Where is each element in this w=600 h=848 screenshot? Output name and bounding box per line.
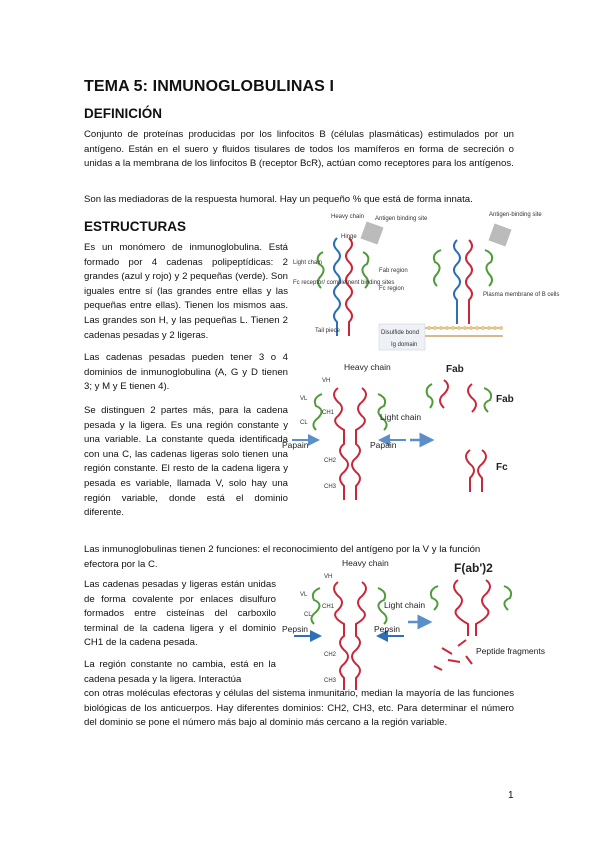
label-ch1-3: CH1: [322, 604, 335, 610]
label-vh: VH: [322, 378, 331, 384]
label-heavy-chain-2: Heavy chain: [344, 362, 391, 372]
label-cl-3: CL: [304, 612, 312, 618]
label-cl: CL: [300, 420, 308, 426]
label-papain-right: Papain: [370, 440, 397, 450]
label-tail-piece: Tail piece: [315, 328, 341, 334]
page-title: TEMA 5: INMUNOGLOBULINAS I: [84, 78, 334, 95]
paragraph-estructuras-3: Se distinguen 2 partes más, para la cadena pesada y la ligera. Es una región constante y una variable. La constante queda identificada con una C, las cadenas ligeras solo tienen una región constante. El resto de la cadena ligera y pesada es variable, llamada V, solo hay una región variable, donde está el dominio diferente.: [84, 405, 288, 519]
label-light-chain-3: Light chain: [384, 600, 426, 610]
paragraph-definicion-1: Conjunto de proteínas producidas por los linfocitos B (células plasmáticas) estimulados por un antígeno. Están en el suero y fluidos tisulares de todos los mamíferos en forma de secreción o unidas a la membrana de los linfocitos B (receptor BcR), actúan como receptores para los antígenos.: [84, 129, 514, 170]
label-heavy-chain: Heavy chain: [331, 214, 365, 220]
label-fab-top: Fab: [446, 364, 464, 375]
label-peptide-fragments: Peptide fragments: [476, 646, 545, 656]
label-vl: VL: [300, 396, 308, 402]
label-fc-region: Fc region: [379, 286, 405, 292]
label-papain-left: Papain: [282, 440, 309, 450]
label-fab2: F(ab')2: [454, 561, 493, 575]
label-disulfide-bond: Disulfide bond: [381, 330, 420, 336]
figure-pepsin-digestion: [282, 552, 545, 702]
label-vl-3: VL: [300, 592, 308, 598]
label-fc-receptor: Fc receptor/ complement binding sites: [293, 280, 395, 286]
label-light-chain-2: Light chain: [380, 412, 422, 422]
figure-papain-digestion: [282, 358, 518, 512]
label-light-chain: Light chain: [293, 260, 323, 266]
label-ch1: CH1: [322, 410, 335, 416]
page-number: 1: [508, 790, 514, 801]
paragraph-estructuras-1: Es un monómero de inmunoglobulina. Está formado por 4 cadenas polipeptídicas: 2 grandes (azul y rojo) y 2 pequeñas (verde). Son iguales entre sí (las grandes entre ellas y las pequeñas entre ellas). Tienen los mismos aas. Las grandes son H, y las pequeñas L. Tienen 2 cadenas pesadas y 2 ligeras.: [84, 242, 288, 341]
label-ch3: CH3: [324, 484, 337, 490]
label-heavy-chain-3: Heavy chain: [342, 558, 389, 568]
paragraph-estructuras-2: Las cadenas pesadas pueden tener 3 o 4 dominios de inmunoglobulina (A, G y D tienen 3; y M y E tienen 4).: [84, 352, 288, 393]
paragraph-estructuras-6a: La región constante no cambia, está en la cadena pesada y la ligera. Interactúa: [84, 659, 276, 685]
label-fab-region: Fab region: [379, 268, 408, 274]
label-pepsin-right: Pepsin: [374, 624, 400, 634]
label-ig-domain: Ig domain: [391, 342, 418, 348]
label-ch2: CH2: [324, 458, 337, 464]
figure-ig-monomer: [293, 210, 560, 358]
paragraph-definicion-2: Son las mediadoras de la respuesta humoral. Hay un pequeño % que está de forma innata.: [84, 194, 473, 205]
label-hinge: Hinge: [341, 234, 357, 240]
label-ch3-3: CH3: [324, 678, 337, 684]
paragraph-estructuras-4: Las inmunoglobulinas tienen 2 funciones: el reconocimiento del antígeno por la V y la función efectora por la C.: [84, 544, 481, 570]
paragraph-estructuras-5: Las cadenas pesadas y ligeras están unidas de forma covalente por enlaces disulfuro formados entre cisteínas del carboxilo terminal de la cadena ligera y el dominio CH1 de la cadena pesada.: [84, 579, 276, 649]
label-antigen-binding-site: Antigen binding site: [375, 216, 428, 222]
label-pepsin-left: Pepsin: [282, 624, 308, 634]
label-fc: Fc: [496, 462, 508, 473]
label-antigen-binding-site-2: Antigen-binding site: [489, 212, 542, 218]
heading-definicion: DEFINICIÓN: [84, 106, 163, 121]
label-fab-right: Fab: [496, 394, 514, 405]
label-plasma-membrane: Plasma membrane of B cells: [483, 292, 560, 298]
label-vh-3: VH: [324, 574, 333, 580]
label-ch2-3: CH2: [324, 652, 337, 658]
heading-estructuras: ESTRUCTURAS: [84, 219, 187, 234]
paragraph-estructuras-6b: con otras moléculas efectoras y células del sistema inmunitario, median la mayoría de las funciones biológicas de los anticuerpos. Hay diferentes dominios: CH2, CH3, etc. Para determinar el número del dominio se pone el número más bajo al dominio más cercano a la región variable.: [84, 688, 514, 729]
